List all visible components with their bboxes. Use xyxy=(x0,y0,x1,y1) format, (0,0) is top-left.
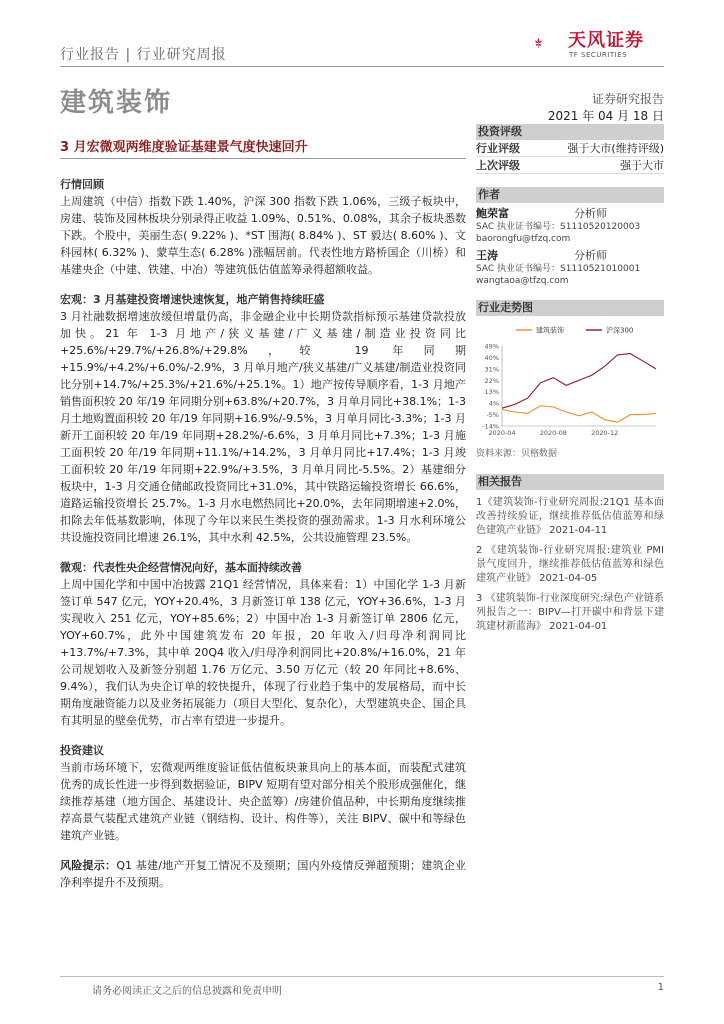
chart-head: 行业走势图 xyxy=(476,300,664,316)
y-tick-label: 31% xyxy=(484,365,499,374)
page-number: 1 xyxy=(657,982,664,993)
section-investment-advice xyxy=(60,742,466,844)
author-sac: SAC 执业证书编号：S1110520120003 xyxy=(476,222,641,232)
industry-name: 建筑装饰 xyxy=(60,88,173,118)
y-tick-label: 13% xyxy=(484,388,499,397)
industry-trend-chart xyxy=(476,320,664,438)
author-email[interactable]: baorongfu@tfzq.com xyxy=(476,234,571,244)
main-content xyxy=(60,176,466,891)
related-report-item[interactable]: 3 《建筑装饰-行业深度研究:绿色产业链系列报告之一：BIPV—打开碳中和背景下建筑建材新蓝海》 2021-04-01 xyxy=(476,593,664,632)
related-panel xyxy=(476,474,664,634)
section-title: 宏观：3 月基建投资增速快速恢复，地产销售持续旺盛 xyxy=(60,293,325,306)
section-market-review xyxy=(60,176,466,278)
legend-label: 建筑装饰 xyxy=(536,326,564,335)
rating-label: 行业评级 xyxy=(476,142,520,155)
legend-label: 沪深300 xyxy=(606,326,634,335)
rating-panel xyxy=(476,124,664,174)
header-divider xyxy=(60,66,664,67)
y-tick-label: 22% xyxy=(484,376,499,385)
related-head: 相关报告 xyxy=(476,474,664,490)
rating-label: 上次评级 xyxy=(476,159,520,172)
rating-row xyxy=(476,140,664,157)
section-micro xyxy=(60,559,466,729)
x-tick-label: 2020-08 xyxy=(539,429,567,437)
section-title: 微观：代表性央企经营情况向好，基本面持续改善 xyxy=(60,561,302,574)
logo-mark-icon xyxy=(535,38,542,48)
section-macro xyxy=(60,291,466,546)
authors-panel xyxy=(476,187,664,287)
rating-row xyxy=(476,157,664,174)
chart-head-wrap xyxy=(476,300,664,316)
report-date: 2021 年 04 月 18 日 xyxy=(547,109,664,123)
series-line-0 xyxy=(502,406,656,423)
y-tick-label: 4% xyxy=(488,399,499,408)
footer-disclaimer: 请务必阅读正文之后的信息披露和免责申明 xyxy=(92,986,282,997)
author-name: 王涛 xyxy=(476,249,498,262)
brand-logo xyxy=(534,20,568,66)
section-body: 当前市场环境下，宏微观两维度验证低估值板块兼具向上的基本面，而装配式建筑优秀的成长性进一步得到数据验证，BIPV 短期有望对部分相关个股形成强催化，继续推荐基建（地方国企、基建设计、央企蓝筹）/房建价值品种，中长期角度继续推荐高景气装配式建筑产业链（钢结构、设计、构件等），关注 BIPV、碳中和等绿色建筑产业链。 xyxy=(60,761,466,842)
rating-value: 强于大市(维持评级) xyxy=(567,142,664,155)
risk-label: 风险提示： xyxy=(60,859,117,872)
section-body: 上周中国化学和中国中冶披露 21Q1 经营情况，具体来看：1）中国化学 1-3 月新签订单 547 亿元，YOY+20.4%，3 月新签订单 138 亿元，YOY+36.6%，1-3 月实现收入 251 亿元，YOY+85.6%；2）中国中冶 1-3 月新签订单 2806 亿元，YOY+60.7%，此外中国建筑发布 20 年报，20 年收入/归母净利润同比+13.7%/+7.3%，其中单 20Q4 收入/归母净利润同比+20.8%/+16.0%，21 年公司规划收入及新签分别超 1.76 万亿元、3.50 万亿元（较 20 年同比+8.6%、9.4%），我们认为央企订单的较快提升，体现了行业趋于集中的发展格局，而中长期角度融资能力以及业务拓展能力（项目大型化、复杂化），大型建筑央企、国企具有其明显的壁垒优势，市占率有望进一步提升。 xyxy=(60,578,466,727)
author-role: 分析师 xyxy=(574,207,607,220)
y-tick-label: -14% xyxy=(482,422,499,431)
author-sac: SAC 执业证书编号：S1110521010001 xyxy=(476,264,641,274)
section-body: 上周建筑（中信）指数下跌 1.40%，沪深 300 指数下跌 1.06%，三级子板块中，房建、装饰及园林板块分别录得正收益 1.09%、0.51%、0.08%，其余子板块悉数下跌。个股中，美丽生态( 9.22% )、*ST 围海( 8.84% )、ST 毅达( 8.60% )、文科园林( 6.32% )、蒙草生态( 6.28% )涨幅居前。代表性地方路桥国企（川桥）和基建央企（中建、铁建、中冶）等建筑低估值蓝筹录得超额收益。 xyxy=(60,195,466,276)
chart-source: 资料来源：贝格数据 xyxy=(476,449,558,459)
title-divider xyxy=(60,158,466,159)
brand-name-en: TF SECURITIES xyxy=(569,51,628,59)
author-role: 分析师 xyxy=(574,249,607,262)
risk-text: Q1 基建/地产开复工情况不及预期；国内外疫情反弹超预期；建筑企业净利率提升不及预期。 xyxy=(60,859,467,889)
author-name: 鲍荣富 xyxy=(476,207,509,220)
y-tick-label: 49% xyxy=(484,342,499,351)
report-type: 行业报告 | 行业研究周报 xyxy=(60,47,227,63)
y-tick-label: -5% xyxy=(486,411,499,420)
author-card xyxy=(476,207,664,245)
x-tick-label: 2020-12 xyxy=(591,429,619,437)
securities-report-label: 证券研究报告 xyxy=(591,92,664,106)
rating-value: 强于大市 xyxy=(620,159,664,172)
page-title: 3 月宏微观两维度验证基建景气度快速回升 xyxy=(60,140,308,155)
author-card xyxy=(476,249,664,287)
rating-head: 投资评级 xyxy=(476,124,664,140)
series-line-1 xyxy=(502,354,656,409)
author-email[interactable]: wangtaoa@tfzq.com xyxy=(476,276,569,286)
footer-divider xyxy=(60,976,664,977)
y-tick-label: 40% xyxy=(484,353,499,362)
section-body: 3 月社融数据增速放缓但增量仍高，非金融企业中长期贷款指标预示基建贷款投放加快。21 年 1-3 月地产/狭义基建/广义基建/制造业投资同比+25.6%/+29.7%/+26.8%/+29.8%，较 19 年同期+15.9%/+4.2%/+6.0%/-2.9%，3 月单月地产/狭义基建/广义基建/制造业投资同比分别+14.7%/+25.3%/+21.6%/+25.1%。1）地产按传导顺序看，1-3 月地产销售面积较 20 年/19 年同期分别+63.8%/+20.7%，3 月单月同比+38.1%；1-3 月土地购置面积较 20 年/19 年同期+16.9%/-9.5%，3 月单月同比-3.3%；1-3 月新开工面积较 20 年/19 年同期+28.2%/-6.6%，3 月单月同比+7.3%；1-3 月施工面积较 20 年/19 年同期+11.1%/+14.2%，3 月单月同比+17.4%；1-3 月竣工面积较 20 年/19 年同期+22.9%/+3.5%，3 月单月同比-5.5%。2）基建细分板块中，1-3 月交通仓储邮政投资同比+31.0%，其中铁路运输投资增长 66.6%，道路运输投资增长 25.7%。1-3 月水电燃热同比+20.0%，去年同期增速+2.0%，扣除去年低基数影响，体现了今年以来民生类投资的强劲需求。1-3 月水利环境公共设施投资同比增速 26.1%，其中水利 42.5%，公共设施管理 23.5%。 xyxy=(60,310,466,544)
x-tick-label: 2020-04 xyxy=(488,429,516,437)
related-report-item[interactable]: 2 《建筑装饰-行业研究周报:建筑业 PMI 景气度回升，继续推荐低估值蓝筹和绿色建筑产业链》 2021-04-05 xyxy=(476,545,664,584)
section-title: 投资建议 xyxy=(60,744,104,757)
related-report-item[interactable]: 1《建筑装饰-行业研究周报:21Q1 基本面改善持续验证，继续推荐低估值蓝筹和绿色建筑产业链》 2021-04-11 xyxy=(476,497,664,536)
section-title: 行情回顾 xyxy=(60,178,104,191)
risk-warning xyxy=(60,857,466,891)
authors-head: 作者 xyxy=(476,187,664,203)
brand-name: 天风证券 xyxy=(568,30,644,51)
